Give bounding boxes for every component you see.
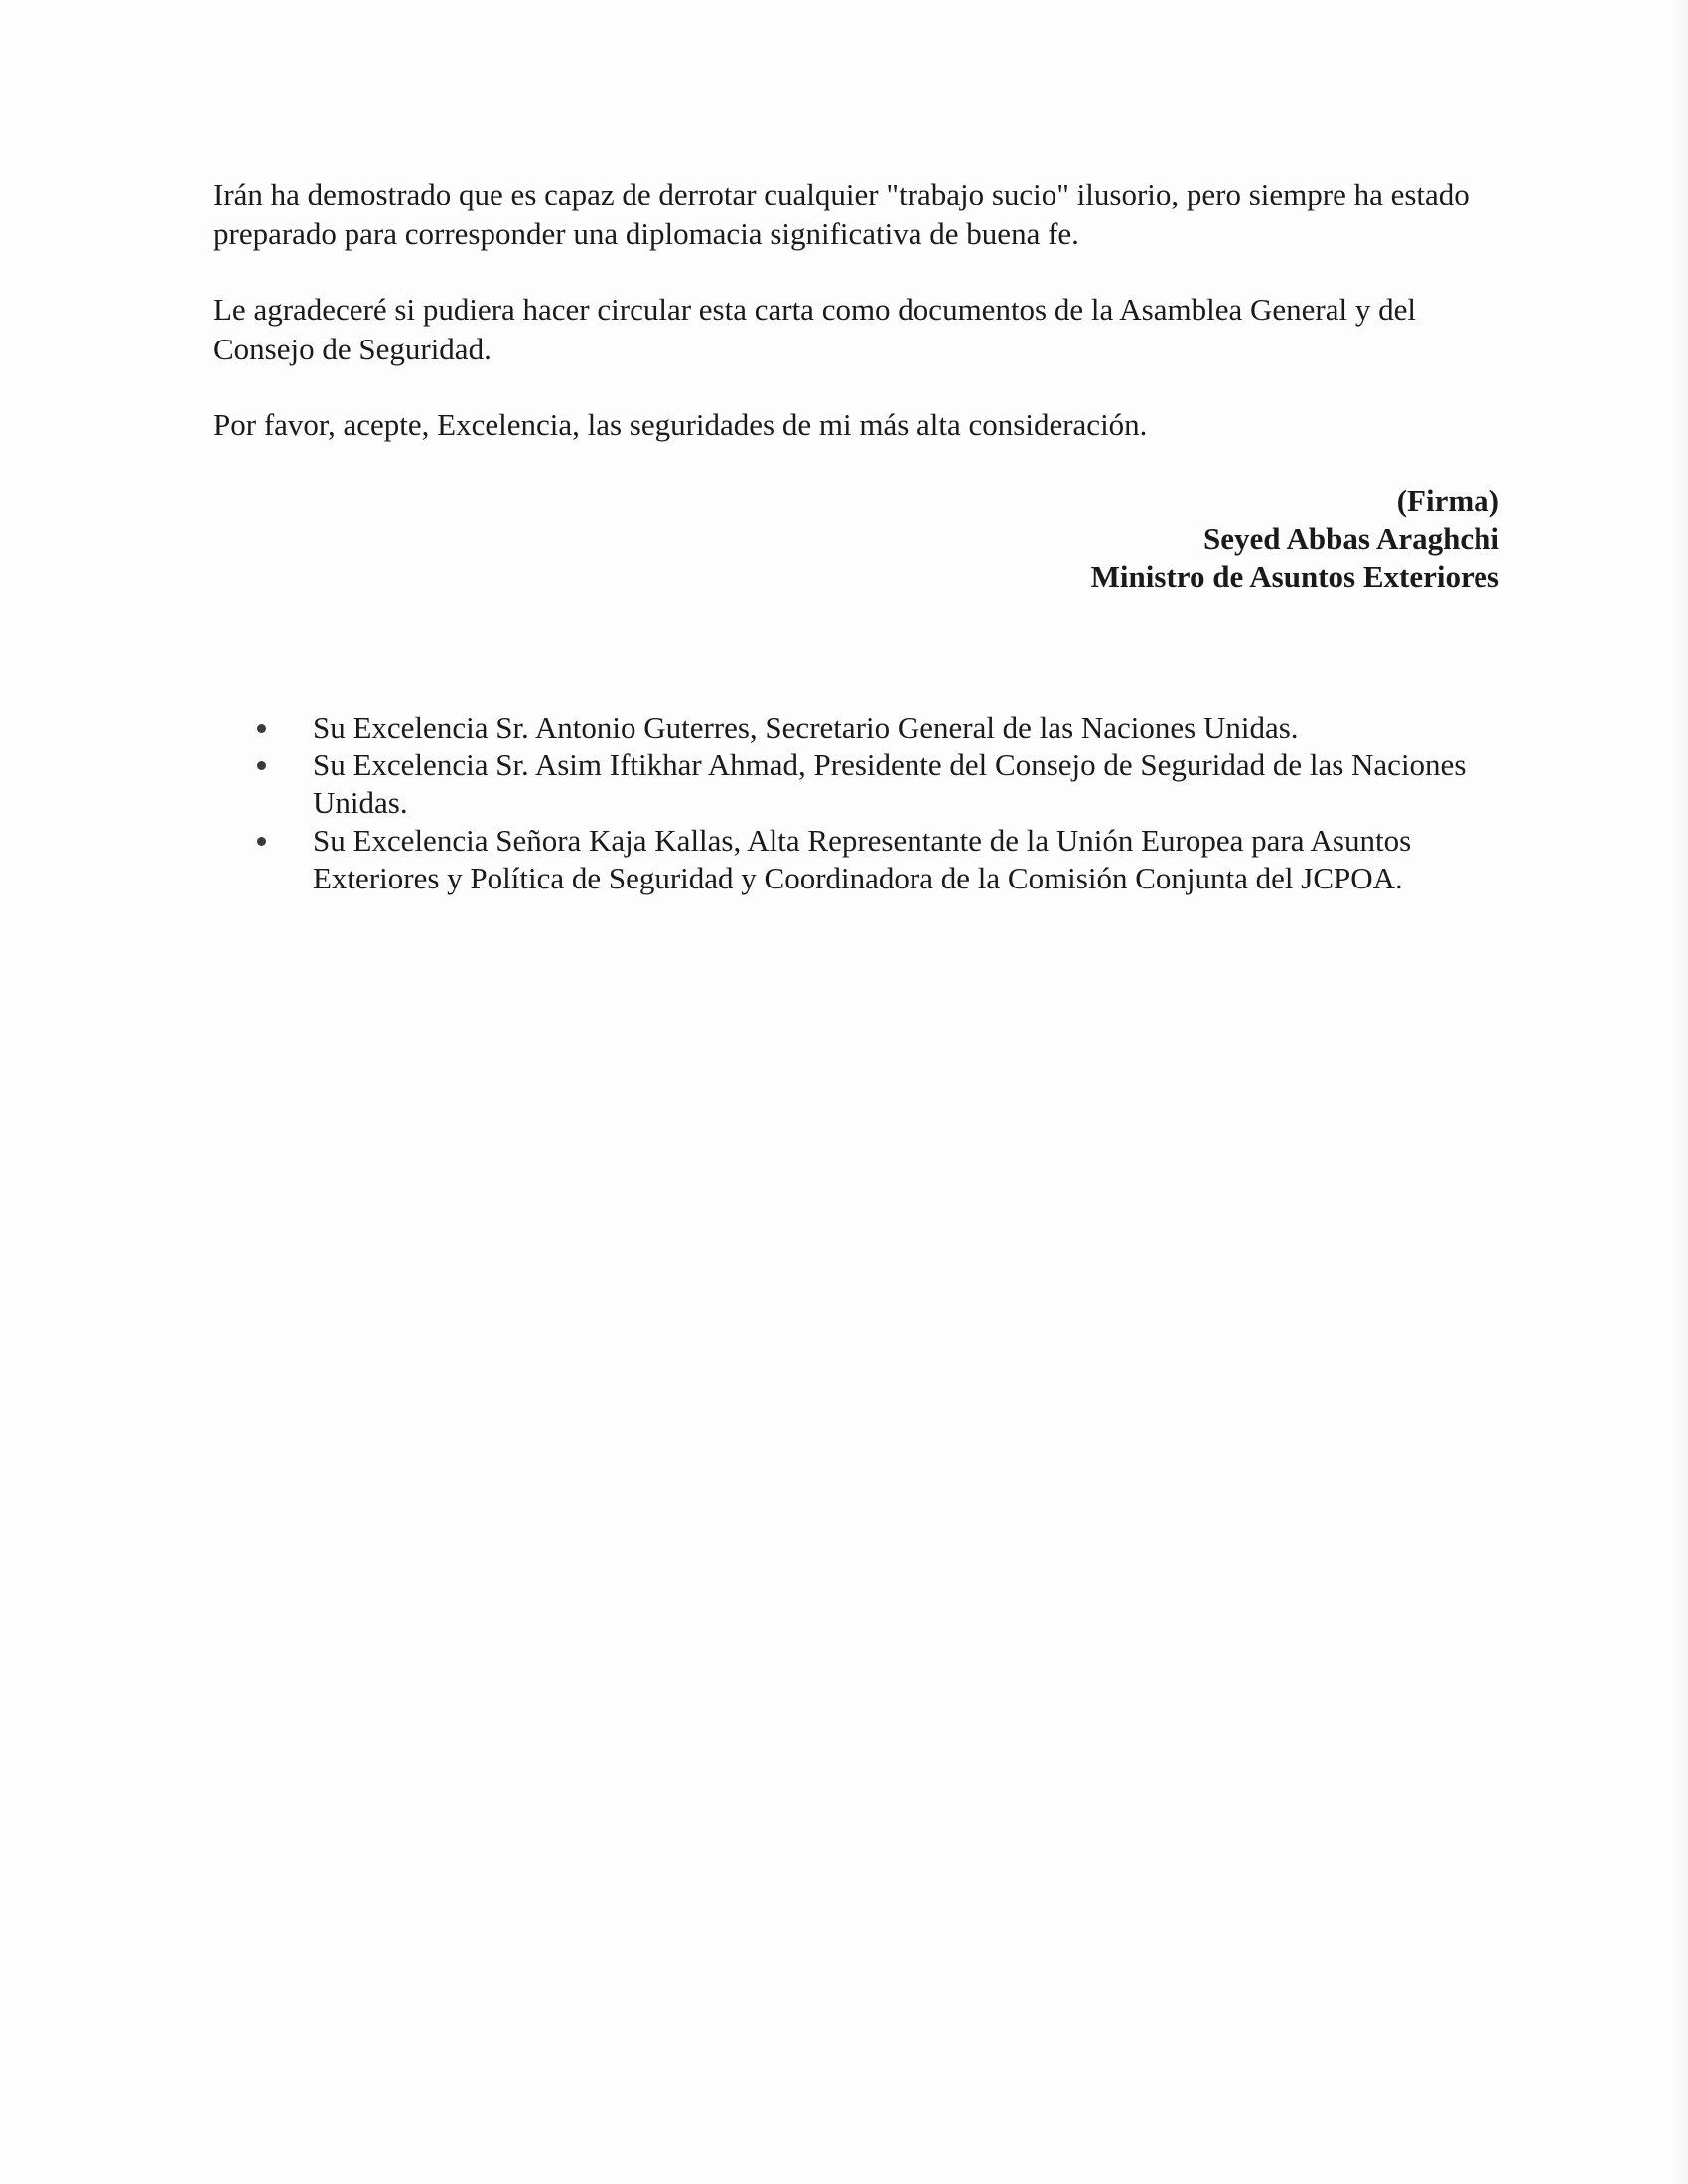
signatory-name: Seyed Abbas Araghchi: [1202, 521, 1499, 556]
recipient-item: [213, 709, 1534, 747]
recipient-text: Su Excelencia Sr. Asim Iftikhar Ahmad, Presidente del Consejo de Seguridad de las Naciones Unidas.: [313, 748, 1467, 820]
recipients-list: [213, 709, 1534, 897]
body-paragraph-closing: Por favor, acepte, Excelencia, las seguridades de mi más alta consideración.: [213, 407, 1148, 442]
signature-block: [794, 482, 1499, 596]
recipient-item: [213, 747, 1534, 822]
recipient-text: Su Excelencia Señora Kaja Kallas, Alta Representante de la Unión Europea para Asuntos Exteriores y Política de Seguridad y Coordinadora de la Comisión Conjunta del JCPOA.: [313, 823, 1412, 895]
signatory-title: Ministro de Asuntos Exteriores: [1090, 559, 1499, 594]
bullet-icon: [257, 724, 266, 733]
recipient-text: Su Excelencia Sr. Antonio Guterres, Secretario General de las Naciones Unidas.: [313, 710, 1299, 745]
body-paragraph-diplomacy: Irán ha demostrado que es capaz de derrotar cualquier "trabajo sucio" ilusorio, pero siempre ha estado preparado para corresponder una diplomacia significativa de buena fe.: [213, 177, 1470, 251]
bullet-icon: [257, 761, 266, 770]
body-paragraph-circulation-request: Le agradeceré si pudiera hacer circular esta carta como documentos de la Asamblea General y del Consejo de Seguridad.: [213, 292, 1416, 366]
recipient-item: [213, 822, 1534, 897]
bullet-icon: [257, 837, 266, 846]
scan-edge-shadow: [1670, 0, 1688, 2184]
signature-mark: (Firma): [1396, 483, 1499, 518]
